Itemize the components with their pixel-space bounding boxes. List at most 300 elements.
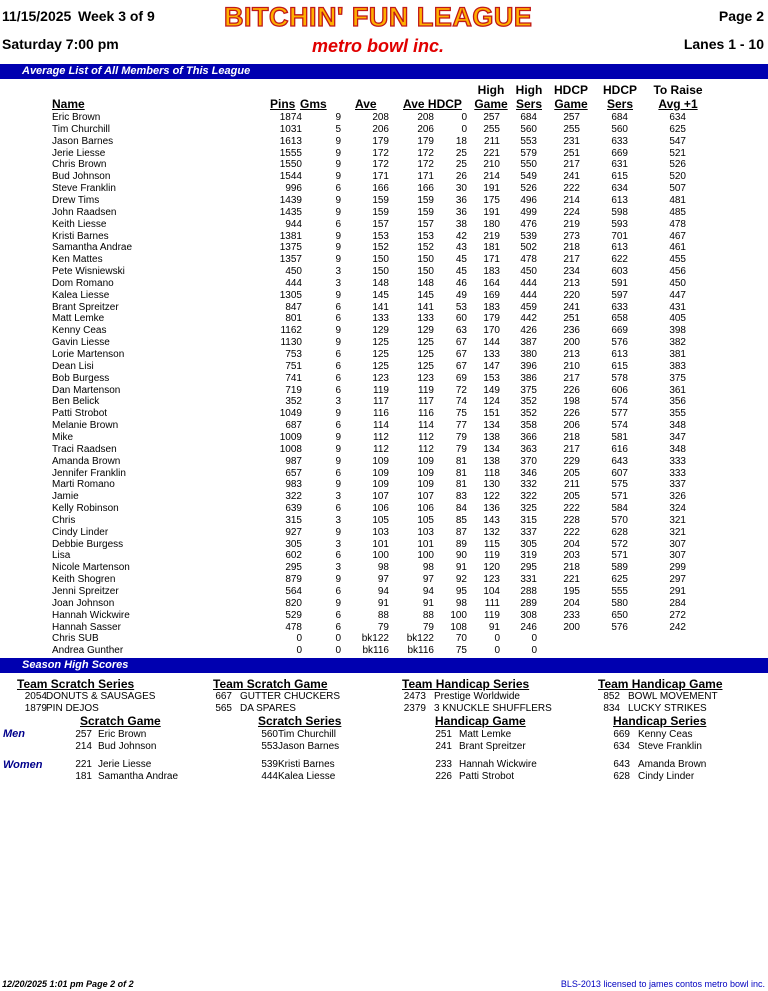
cell-high-sers: 295 [520,562,537,574]
cell-ave-mid: 98 [422,562,434,574]
cell-pins: 0 [296,645,302,657]
cell-high-game: 175 [483,194,500,206]
cell-pins: 305 [285,538,302,550]
cell-hdcp-sers: 597 [611,289,628,301]
cell-ave: 153 [372,230,389,242]
cell-high-sers: 550 [520,159,537,171]
cell-name: Chris Brown [52,159,107,171]
cell-high-sers: 288 [520,586,537,597]
cell-gms: 6 [335,301,341,313]
cell-ave-mid: 150 [417,254,434,266]
cell-pins: 996 [285,183,302,195]
cell-hdcp: 63 [455,325,467,337]
cell-ave: 98 [377,562,389,574]
cell-hdcp-sers: 615 [611,171,628,183]
cell-high-game: 120 [483,562,500,574]
cell-hdcp-sers: 581 [611,431,628,443]
cell-pins: 1130 [280,337,302,349]
cell-hdcp-game: 218 [563,242,580,254]
cell-hdcp: 25 [455,159,467,171]
table-row [0,408,768,420]
women-scratch-series-bowler: Kristi Barnes [278,759,335,770]
footer-license: BLS-2013 licensed to james contos metro bowl inc. [560,979,765,989]
cell-gms: 9 [335,159,341,171]
cell-ave: 94 [377,586,389,597]
table-row [0,112,768,124]
cell-hdcp: 74 [455,396,467,408]
cell-ave-mid: 171 [417,171,434,183]
men-handicap-series-bowler: Steve Franklin [638,741,702,752]
lanes-label: Lanes 1 - 10 [683,36,764,52]
cell-ave-mid: 109 [417,479,434,491]
cell-ave: 179 [372,135,389,147]
cell-hdcp: 45 [455,266,467,278]
cell-gms: 3 [335,396,341,408]
cell-hdcp: 75 [455,408,467,420]
cell-ave: 91 [377,597,389,609]
cell-high-sers: 396 [520,360,537,372]
cell-high-sers: 478 [520,254,537,266]
table-row [0,148,768,160]
cell-gms: 0 [335,645,341,657]
cell-to-raise: 485 [669,206,686,218]
cell-high-game: 143 [483,514,500,526]
cell-name: Samantha Andrae [52,242,133,254]
cell-name: Marti Romano [52,479,115,491]
col-ave-hdcp: Ave HDCP [403,97,462,111]
table-row [0,550,768,562]
cell-ave-mid: 106 [417,503,434,515]
cell-pins: 751 [285,360,302,372]
cell-hdcp-game: 198 [563,396,580,408]
cell-to-raise: 355 [669,408,686,420]
cell-high-sers: 246 [520,621,537,633]
cell-pins: 987 [285,455,302,467]
cell-ave: 105 [372,514,389,526]
table-row [0,574,768,586]
cell-ave-mid: 105 [417,514,434,526]
cell-hdcp-game: 222 [563,526,580,538]
cell-hdcp-game: 233 [563,609,580,621]
cell-ave-mid: 166 [417,183,434,195]
cell-ave: 112 [373,431,389,443]
cell-hdcp-game: 219 [563,218,580,230]
cell-hdcp-sers: 576 [611,621,628,633]
cell-hdcp-game: 222 [563,183,580,195]
cell-hdcp-sers: 622 [611,254,628,266]
col-name: Name [52,97,85,111]
cell-name: Mike [52,431,74,443]
col-hdcp-sers-1: HDCP [602,83,637,97]
cell-ave-mid: 159 [417,206,434,218]
cell-hdcp: 45 [455,254,467,266]
cell-pins: 753 [285,349,302,360]
cell-ave: 166 [372,183,389,195]
cell-pins: 1874 [279,112,302,123]
col-hdcp-game-1: HDCP [553,83,588,97]
cell-gms: 9 [335,337,341,349]
cell-gms: 9 [335,479,341,491]
cell-name: Debbie Burgess [52,538,124,550]
cell-gms: 3 [335,562,341,574]
men-scratch-series-score: 560 [261,729,278,740]
cell-name: John Raadsen [52,206,117,218]
cell-to-raise: 242 [669,621,686,633]
team-handicap-game-title: Team Handicap Game [598,677,723,691]
cell-hdcp-game: 226 [563,384,580,396]
cell-high-game: 133 [483,349,500,360]
cell-high-game: 132 [483,526,500,538]
cell-hdcp: 100 [450,609,467,621]
cell-hdcp-game: 200 [563,621,580,633]
cell-hdcp-sers: 613 [611,349,628,360]
cell-high-sers: 370 [520,455,537,467]
cell-high-sers: 0 [531,645,537,657]
cell-high-sers: 496 [520,194,537,206]
ths-team-2: 3 KNUCKLE SHUFFLERS [434,703,552,714]
cell-name: Kenny Ceas [52,325,107,337]
cell-pins: 1009 [279,431,302,443]
cell-pins: 741 [285,372,302,384]
women-handicap-game-score: 226 [435,771,452,782]
men-handicap-game-bowler: Matt Lemke [459,729,512,740]
cell-to-raise: 398 [669,325,686,337]
cell-ave: 106 [372,503,389,515]
cell-to-raise: 347 [669,431,686,443]
cell-name: Keith Shogren [52,574,116,586]
women-scratch-game-bowler: Samantha Andrae [98,771,179,782]
cell-gms: 9 [335,194,341,206]
cell-ave: bk116 [362,645,389,657]
table-row [0,515,768,527]
cell-ave: 119 [373,384,389,396]
col-high-game-1: High [477,83,505,97]
table-row [0,385,768,397]
cell-ave: 150 [372,266,389,278]
cell-pins: 879 [285,574,302,586]
women-handicap-series-score: 628 [613,771,630,782]
table-row [0,278,768,290]
cell-ave: 101 [372,538,389,550]
thg-team-2: LUCKY STRIKES [628,703,707,714]
cell-hdcp: 81 [455,467,467,479]
women-handicap-series-score: 643 [613,759,630,770]
cell-pins: 444 [285,277,302,289]
cell-pins: 450 [285,266,302,278]
cell-hdcp: 92 [455,574,467,586]
cell-name: Jason Barnes [52,135,114,147]
cell-ave: 103 [372,526,389,538]
cell-hdcp-game: 255 [563,123,580,135]
cell-high-game: 149 [483,384,500,396]
women-scratch-game-score: 221 [75,759,92,770]
cell-hdcp-game: 195 [563,586,580,597]
cell-hdcp-sers: 572 [611,538,628,550]
cell-high-game: 119 [484,609,500,621]
cell-high-game: 138 [483,455,500,467]
cell-hdcp-sers: 570 [611,514,628,526]
cell-hdcp-game: 205 [563,491,580,503]
cell-ave-mid: 112 [418,431,434,443]
cell-ave: 125 [372,349,389,360]
cell-ave: 150 [372,254,389,266]
cell-pins: 719 [285,384,302,396]
cell-hdcp-game: 200 [563,337,580,349]
cell-hdcp-game: 257 [563,112,580,123]
cell-gms: 9 [335,242,341,254]
cell-ave: 159 [372,194,389,206]
cell-ave-mid: 157 [417,218,434,230]
cell-hdcp-sers: 574 [611,420,628,432]
men-handicap-series-bowler: Kenny Ceas [638,729,693,740]
cell-high-sers: 684 [520,112,537,123]
table-row [0,432,768,444]
men-scratch-series-score: 553 [261,741,278,752]
cell-high-game: 153 [483,372,500,384]
cell-pins: 295 [285,562,302,574]
cell-hdcp-game: 222 [563,503,580,515]
cell-to-raise: 520 [669,171,686,183]
cell-hdcp-sers: 580 [611,597,628,609]
cell-name: Steve Franklin [52,183,116,195]
cell-hdcp: 87 [455,526,467,538]
footer-timestamp: 12/20/2025 1:01 pm Page 2 of 2 [2,979,134,989]
cell-high-game: 136 [483,503,500,515]
cell-to-raise: 450 [669,277,686,289]
cell-name: Traci Raadsen [52,443,117,455]
cell-ave-mid: 206 [417,123,434,135]
cell-gms: 9 [335,206,341,218]
table-row [0,610,768,622]
cell-to-raise: 326 [669,491,686,503]
cell-gms: 6 [335,609,341,621]
cell-ave-mid: 91 [422,597,434,609]
cell-hdcp: 67 [455,360,467,372]
table-row [0,290,768,302]
cell-hdcp-sers: 607 [611,467,628,479]
cell-ave-mid: 172 [417,159,434,171]
cell-ave-mid: 100 [417,550,434,562]
cell-high-sers: 289 [520,597,537,609]
report-date: 11/15/2025 [2,8,72,24]
cell-high-game: 0 [494,633,500,645]
cell-ave: 97 [377,574,389,586]
cell-hdcp-game: 204 [563,538,580,550]
cell-hdcp-sers: 606 [611,384,628,396]
cell-ave-mid: 119 [418,384,434,396]
cell-high-game: 171 [483,254,500,266]
cell-to-raise: 381 [669,349,686,360]
cell-to-raise: 291 [669,586,686,597]
cell-pins: 944 [285,218,302,230]
cell-hdcp-sers: 560 [611,123,628,135]
cell-hdcp-sers: 650 [611,609,628,621]
cell-to-raise: 405 [669,313,686,325]
cell-pins: 820 [285,597,302,609]
table-row [0,562,768,574]
cell-ave: 88 [377,609,389,621]
cell-ave-mid: 159 [417,194,434,206]
week-label: Week 3 of 9 [78,8,155,24]
cell-hdcp: 46 [455,277,467,289]
cell-hdcp-sers: 633 [611,135,628,147]
cell-name: Andrea Gunther [52,645,124,657]
cell-hdcp: 60 [455,313,467,325]
cell-gms: 6 [335,550,341,562]
cell-ave-mid: 123 [417,372,434,384]
cell-to-raise: 507 [669,183,686,195]
cell-high-game: 111 [484,597,500,609]
cell-high-game: 183 [483,301,500,313]
cell-high-sers: 426 [520,325,537,337]
cell-name: Eric Brown [52,112,101,123]
table-row [0,539,768,551]
cell-gms: 6 [335,372,341,384]
cell-hdcp-game: 251 [563,313,580,325]
cell-pins: 564 [285,586,302,597]
cell-gms: 6 [335,621,341,633]
cell-hdcp-sers: 603 [611,266,628,278]
cell-hdcp-game: 206 [563,420,580,432]
table-row [0,207,768,219]
cell-gms: 9 [335,455,341,467]
cell-high-sers: 499 [520,206,537,218]
women-scratch-series-bowler: Kalea Liesse [278,771,336,782]
cell-to-raise: 625 [669,123,686,135]
cell-high-sers: 476 [520,218,537,230]
cell-high-sers: 444 [520,289,537,301]
cell-pins: 1435 [279,206,302,218]
cell-name: Melanie Brown [52,420,119,432]
cell-hdcp-sers: 701 [611,230,628,242]
cell-high-sers: 549 [520,171,537,183]
cell-pins: 478 [285,621,302,633]
cell-name: Kristi Barnes [52,230,109,242]
col-high-sers-2: Sers [515,97,543,111]
cell-ave: 157 [372,218,389,230]
cell-hdcp: 43 [455,242,467,254]
cell-ave: 145 [372,289,389,301]
cell-name: Bud Johnson [52,171,111,183]
cell-high-game: 119 [484,550,500,562]
cell-ave: 208 [372,112,389,123]
cell-hdcp-sers: 555 [611,586,628,597]
cell-hdcp-game: 211 [564,479,580,491]
cell-high-sers: 331 [520,574,537,586]
cell-pins: 1031 [279,123,302,135]
cell-high-game: 118 [484,467,500,479]
women-handicap-game-score: 233 [435,759,452,770]
cell-hdcp-game: 236 [563,325,580,337]
cell-name: Drew Tims [52,194,100,206]
cell-ave-mid: 88 [422,609,434,621]
cell-name: Amanda Brown [52,455,121,467]
cell-hdcp: 81 [455,479,467,491]
cell-high-sers: 319 [520,550,537,562]
cell-high-game: 169 [483,289,500,301]
cell-to-raise: 321 [669,526,686,538]
cell-ave-mid: 145 [417,289,434,301]
cell-hdcp: 72 [455,384,467,396]
table-row [0,420,768,432]
cell-ave: 206 [372,123,389,135]
cell-name: Bob Burgess [52,372,110,384]
cell-gms: 9 [335,230,341,242]
men-scratch-game-bowler: Eric Brown [98,729,147,740]
cell-name: Ken Mattes [52,254,103,266]
cell-ave-mid: 133 [417,313,434,325]
cell-high-game: 183 [483,266,500,278]
cell-hdcp-sers: 571 [611,550,628,562]
cell-hdcp-sers: 576 [611,337,628,349]
cell-name: Dan Martenson [52,384,121,396]
cell-high-sers: 322 [520,491,537,503]
cell-hdcp-sers: 634 [611,183,628,195]
cell-high-sers: 502 [520,242,537,254]
cell-high-sers: 352 [520,396,537,408]
cell-ave-mid: 129 [417,325,434,337]
cell-hdcp-sers: 643 [611,455,628,467]
cell-ave: 100 [372,550,389,562]
cell-hdcp-sers: 593 [611,218,628,230]
cell-ave-mid: 103 [417,526,434,538]
cell-hdcp: 36 [455,206,467,218]
cell-pins: 322 [285,491,302,503]
cell-ave-mid: 125 [417,349,434,360]
cell-hdcp: 42 [455,230,467,242]
men-scratch-game-bowler: Bud Johnson [98,741,157,752]
cell-to-raise: 307 [669,550,686,562]
cell-hdcp: 95 [455,586,467,597]
women-label: Women [3,759,43,771]
cell-pins: 983 [285,479,302,491]
cell-hdcp: 79 [455,443,467,455]
women-scratch-game-score: 181 [75,771,92,782]
women-scratch-series-score: 539 [261,759,278,770]
table-row [0,183,768,195]
cell-ave-mid: 117 [418,396,434,408]
cell-hdcp-game: 231 [563,135,580,147]
cell-ave-mid: 79 [422,621,434,633]
cell-to-raise: 431 [669,301,686,313]
team-scratch-series-title: Team Scratch Series [17,677,135,691]
cell-pins: 639 [285,503,302,515]
cell-gms: 6 [335,467,341,479]
ths-score-2: 2379 [403,703,426,714]
cell-name: Pete Wisniewski [52,266,125,278]
cell-gms: 6 [335,503,341,515]
cell-to-raise: 324 [669,503,686,515]
table-row [0,633,768,645]
cell-high-game: 255 [483,123,500,135]
cell-hdcp-game: 217 [563,159,580,171]
cell-hdcp-sers: 584 [611,503,628,515]
col-gms: Gms [300,97,327,111]
cell-hdcp: 67 [455,349,467,360]
cell-ave-mid: bk116 [407,645,434,657]
cell-ave-mid: 152 [417,242,434,254]
cell-pins: 1049 [279,408,302,420]
cell-to-raise: 375 [669,372,686,384]
cell-hdcp: 70 [455,633,467,645]
cell-to-raise: 333 [669,455,686,467]
cell-hdcp-game: 218 [563,562,580,574]
table-row [0,171,768,183]
cell-to-raise: 383 [669,360,686,372]
cell-pins: 529 [285,609,302,621]
cell-high-sers: 358 [520,420,537,432]
cell-hdcp: 30 [455,183,467,195]
